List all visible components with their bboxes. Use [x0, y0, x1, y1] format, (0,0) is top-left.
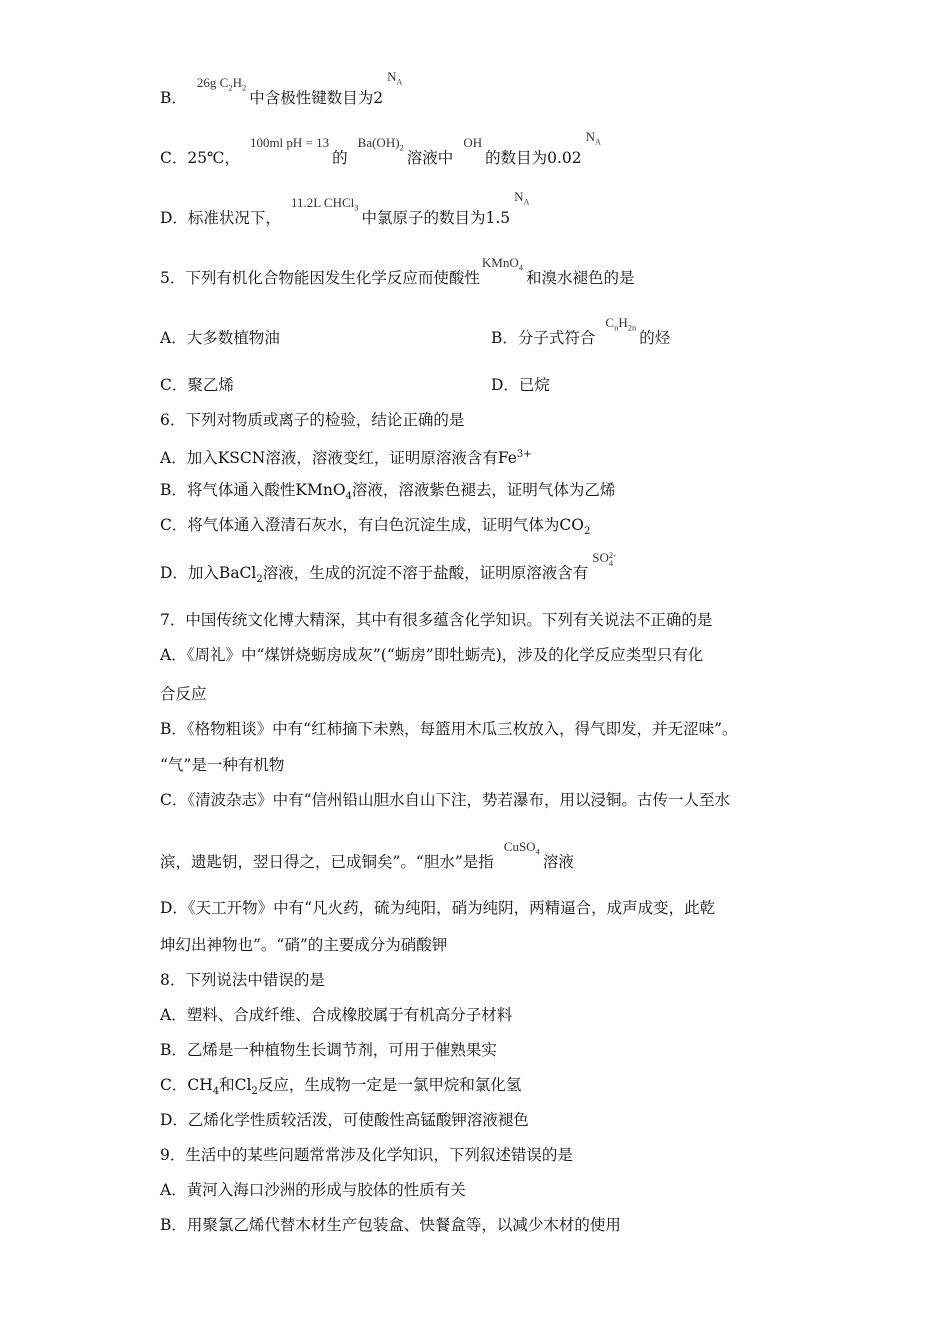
- q7-option-c-line1: C．《清波杂志》中有“信州铅山胆水自山下注，势若瀑布，用以浸铜。古传一人至水: [160, 791, 731, 809]
- formula-oh: OH: [463, 135, 483, 150]
- formula-na: $N_A$: [514, 189, 530, 207]
- q7-option-a-line2: 合反应: [160, 685, 207, 703]
- formula-chcl3: 11.2L CHCl$_3$: [290, 195, 359, 213]
- q6-option-b: B．将气体通入酸性KMnO$_4$溶液，溶液紫色褪去，证明气体为乙烯: [160, 481, 616, 503]
- q6-stem: 6．下列对物质或离子的检验，结论正确的是: [160, 411, 465, 429]
- q8-option-d: D．乙烯化学性质较活泼，可使酸性高锰酸钾溶液褪色: [160, 1111, 529, 1129]
- formula-na: $N_A$: [585, 129, 601, 147]
- q9-option-a: A．黄河入海口沙洲的形成与胶体的性质有关: [160, 1181, 466, 1199]
- formula-c2h2: 26g $C_2H_2$: [196, 75, 247, 93]
- q4-option-d: D．标准状况下，11.2L CHCl$_3$中氯原子的数目为$1.5N_A$: [160, 189, 530, 227]
- q8-option-c: C．$CH_4$和$Cl_2$反应，生成物一定是一氯甲烷和氯化氢: [160, 1076, 522, 1098]
- q6-option-c: C．将气体通入澄清石灰水，有白色沉淀生成，证明气体为$CO_2$: [160, 516, 591, 538]
- q6-option-d: D．加入BaCl$_2$溶液，生成的沉淀不溶于盐酸，证明原溶液含有SO 2- 4: [160, 550, 616, 586]
- formula-so4: SO 2- 4: [592, 550, 616, 569]
- q5-option-b: B．分子式符合$C_nH_{2n}$的烃: [491, 315, 671, 347]
- q5-option-c: C．聚乙烯: [160, 376, 234, 394]
- q7-option-a-line1: A．《周礼》中“煤饼烧蛎房成灰”(“蛎房”即牡蛎壳)，涉及的化学反应类型只有化: [160, 646, 704, 664]
- q7-stem: 7．中国传统文化博大精深，其中有很多蕴含化学知识。下列有关说法不正确的是: [160, 611, 713, 629]
- q4-option-b: B．26g $C_2H_2$中含极性键数目为$2N_A$: [160, 69, 403, 107]
- q5-stem: 5．下列有机化合物能因发生化学反应而使酸性KMnO$_4$和溴水褪色的是: [160, 255, 635, 287]
- q7-option-d-line1: D．《天工开物》中有“凡火药，硫为纯阳，硝为纯阴，两精逼合，成声成变，此乾: [160, 899, 716, 917]
- q5-option-d: D．已烷: [491, 376, 550, 394]
- q6-option-a: A．加入KSCN溶液，溶液变红，证明原溶液含有$Fe^{3+}$: [160, 449, 532, 468]
- q7-option-b-line2: “气”是一种有机物: [160, 756, 285, 774]
- q8-stem: 8．下列说法中错误的是: [160, 971, 325, 989]
- q8-option-b: B．乙烯是一种植物生长调节剂，可用于催熟果实: [160, 1041, 497, 1059]
- q4-option-c: C．25℃，100ml pH = 13的$Ba(OH)_2$溶液中OH的数目为$0.02N_A$: [160, 129, 601, 167]
- q5-option-a: A．大多数植物油: [160, 329, 280, 347]
- q9-stem: 9．生活中的某些问题常常涉及化学知识，下列叙述错误的是: [160, 1146, 573, 1164]
- formula-na: $N_A$: [387, 69, 403, 87]
- q8-option-a: A．塑料、合成纤维、合成橡胶属于有机高分子材料: [160, 1006, 513, 1024]
- formula-ph: 100ml pH = 13: [249, 135, 330, 150]
- formula-cnh2n: $C_nH_{2n}$: [605, 315, 637, 333]
- q7-option-b-line1: B．《格物粗谈》中有“红柿摘下未熟，每篮用木瓜三枚放入，得气即发，并无涩味”。: [160, 720, 738, 738]
- formula-cuso4: CuSO$_4$: [503, 839, 540, 857]
- formula-baoh2: $Ba(OH)_2$: [357, 135, 404, 153]
- q7-option-d-line2: 坤幻出神物也”。“硝”的主要成分为硝酸钾: [160, 936, 448, 954]
- q9-option-b: B．用聚氯乙烯代替木材生产包装盒、快餐盒等，以减少木材的使用: [160, 1216, 621, 1234]
- formula-kmno4: KMnO$_4$: [481, 255, 523, 273]
- q7-option-c-line2: 滨，遗匙钥，翌日得之，已成铜矣”。“胆水”是指CuSO$_4$溶液: [160, 839, 574, 871]
